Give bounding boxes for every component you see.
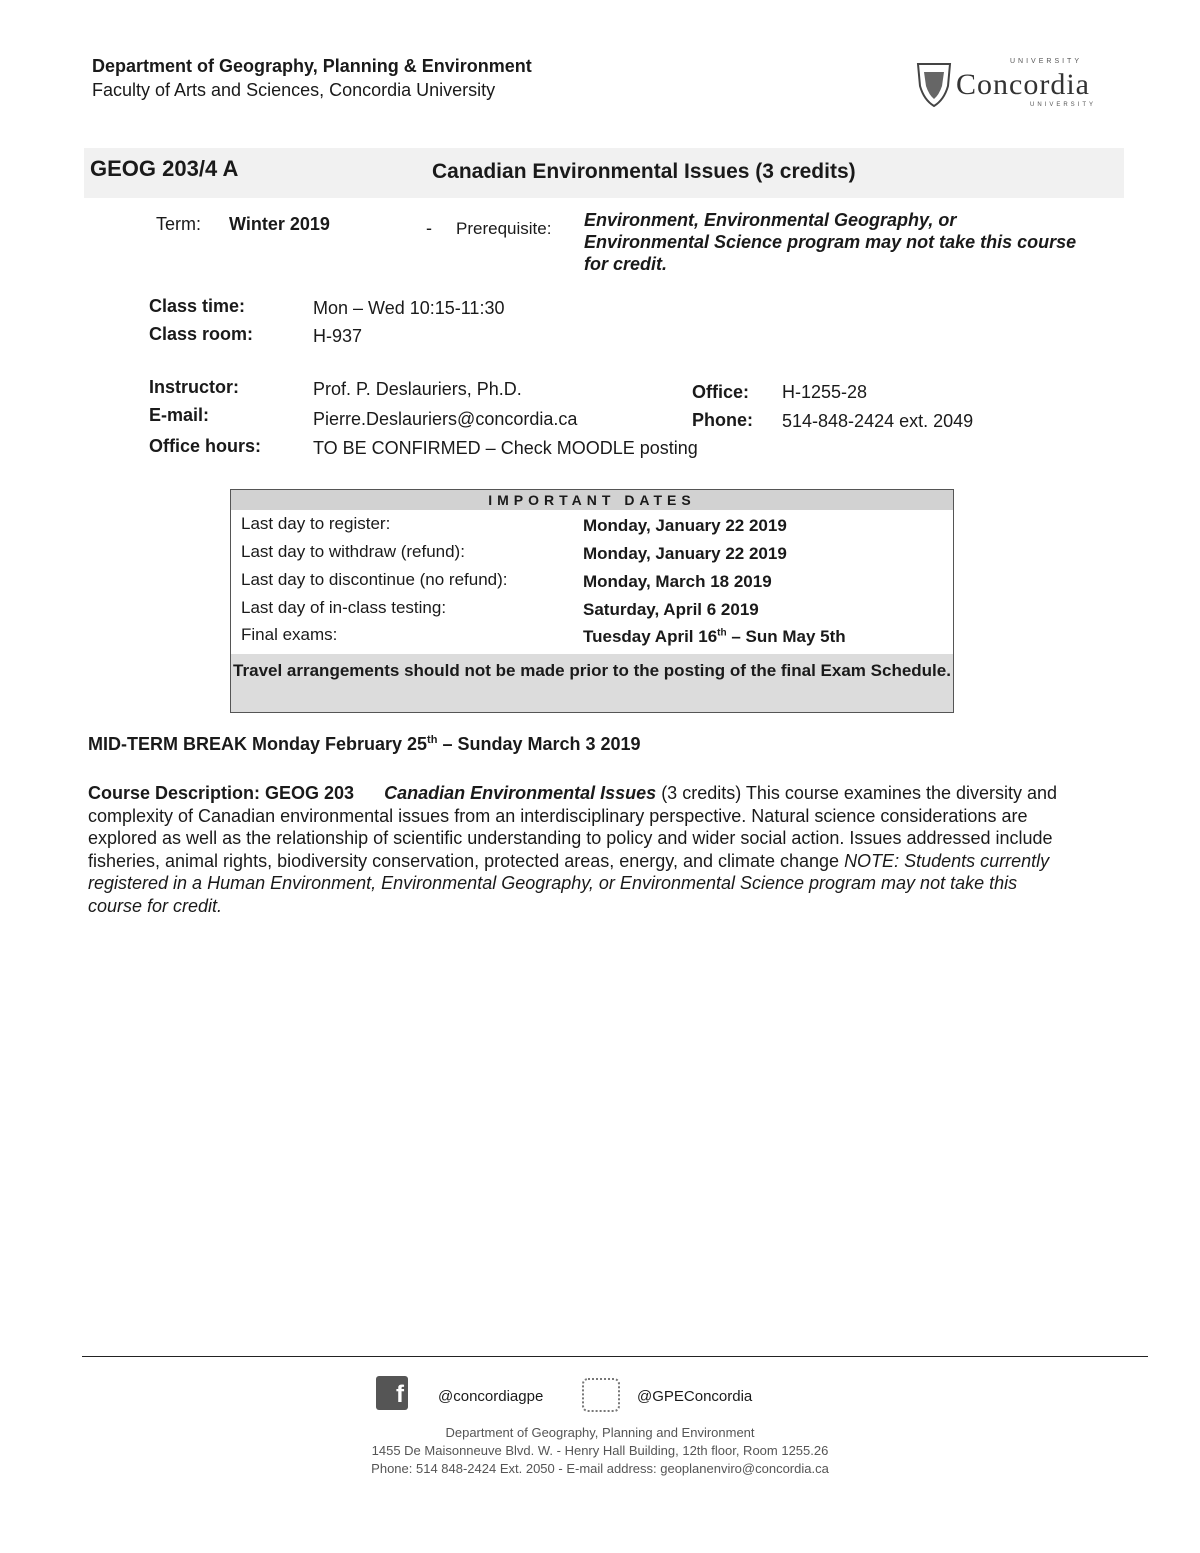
date-value: Monday, January 22 2019: [583, 516, 787, 535]
facebook-handle[interactable]: @concordiagpe: [438, 1388, 544, 1405]
twitter-icon[interactable]: [582, 1378, 620, 1412]
shield-icon: [914, 60, 954, 108]
logo-top-text: UNIVERSITY: [1010, 58, 1083, 65]
date-value: Tuesday April 16th – Sun May 5th: [583, 627, 846, 646]
course-description: [88, 782, 1068, 917]
description-note: NOTE: Students currently registered in a Human Environment, Environmental Geography, or Environmental Science program may not take this course for credit.: [88, 850, 1050, 916]
email-label: E-mail:: [149, 405, 210, 425]
description-label: Course Description: GEOG 203: [88, 783, 355, 803]
date-row: [241, 570, 941, 598]
date-value: Monday, January 22 2019: [583, 544, 787, 563]
date-value: Monday, March 18 2019: [583, 572, 772, 591]
date-label: Last day to register:: [241, 514, 391, 533]
office-value: H-1255-28: [782, 382, 868, 402]
prereq-dash: -: [426, 218, 432, 238]
travel-notice: Travel arrangements should not be made prior to the posting of the final Exam Schedule.: [231, 654, 953, 712]
prereq-text: Environment, Environmental Geography, or Environmental Science program may not take this course for credit.: [584, 210, 1077, 274]
midterm-break: MID-TERM BREAK Monday February 25th – Sunday March 3 2019: [88, 734, 641, 754]
course-code: GEOG 203/4 A: [90, 156, 239, 181]
date-label: Last day to discontinue (no refund):: [241, 570, 508, 589]
footer-divider: [82, 1356, 1148, 1357]
phone-value: 514-848-2424 ext. 2049: [782, 411, 974, 431]
facebook-icon[interactable]: f: [376, 1376, 408, 1410]
date-row: [241, 598, 941, 626]
date-label: Last day to withdraw (refund):: [241, 542, 465, 561]
description-title: Canadian Environmental Issues: [384, 783, 657, 803]
description-body: (3 credits) This course examines the diversity and complexity of Canadian environmental issues from an interdisciplinary perspective. Natural science considerations are explored as well as the relationship of scientific understanding to policy and wider social action. Issues addressed include fisheries, animal rights, biodiversity conservation, protected areas, energy, and climate change: [88, 783, 1058, 871]
date-label: Final exams:: [241, 625, 338, 644]
office-label: Office:: [692, 382, 750, 402]
date-value: Saturday, April 6 2019: [583, 600, 759, 619]
logo-wordmark: Concordia: [956, 68, 1090, 101]
twitter-handle[interactable]: @GPEConcordia: [637, 1388, 753, 1405]
department-name: Department of Geography, Planning & Environment: [92, 56, 532, 76]
logo-bottom-text: UNIVERSITY: [1030, 102, 1097, 108]
course-title: Canadian Environmental Issues (3 credits): [432, 160, 856, 183]
instructor-value: Prof. P. Deslauriers, Ph.D.: [313, 379, 522, 399]
class-room-label: Class room:: [149, 324, 254, 344]
class-time-value: Mon – Wed 10:15-11:30: [313, 298, 505, 318]
footer-line-2: 1455 De Maisonneuve Blvd. W. - Henry Hall Building, 12th floor, Room 1255.26: [371, 1443, 829, 1458]
office-hours-label: Office hours:: [149, 436, 262, 456]
footer-line-1: Department of Geography, Planning and Environment: [445, 1425, 755, 1440]
class-room-value: H-937: [313, 326, 363, 346]
phone-label: Phone:: [692, 410, 753, 430]
footer-line-3: Phone: 514 848-2424 Ext. 2050 - E-mail address: geoplanenviro@concordia.ca: [371, 1461, 829, 1476]
prereq-label: Prerequisite:: [456, 219, 552, 238]
class-time-label: Class time:: [149, 296, 246, 316]
email-value: Pierre.Deslauriers@concordia.ca: [313, 409, 578, 429]
instructor-label: Instructor:: [149, 377, 239, 397]
term-value: Winter 2019: [229, 214, 330, 234]
faculty-name: Faculty of Arts and Sciences, Concordia University: [92, 80, 496, 100]
office-hours-value: TO BE CONFIRMED – Check MOODLE posting: [313, 438, 698, 458]
concordia-logo: [912, 56, 1132, 116]
important-dates-box: [230, 489, 954, 713]
term-label: Term:: [156, 214, 201, 234]
date-label: Last day of in-class testing:: [241, 598, 447, 617]
date-row: [241, 625, 941, 653]
footer-address: [250, 1424, 950, 1478]
date-row: [241, 542, 941, 570]
date-row: [241, 514, 941, 542]
important-dates-heading: IMPORTANT DATES: [231, 490, 953, 510]
